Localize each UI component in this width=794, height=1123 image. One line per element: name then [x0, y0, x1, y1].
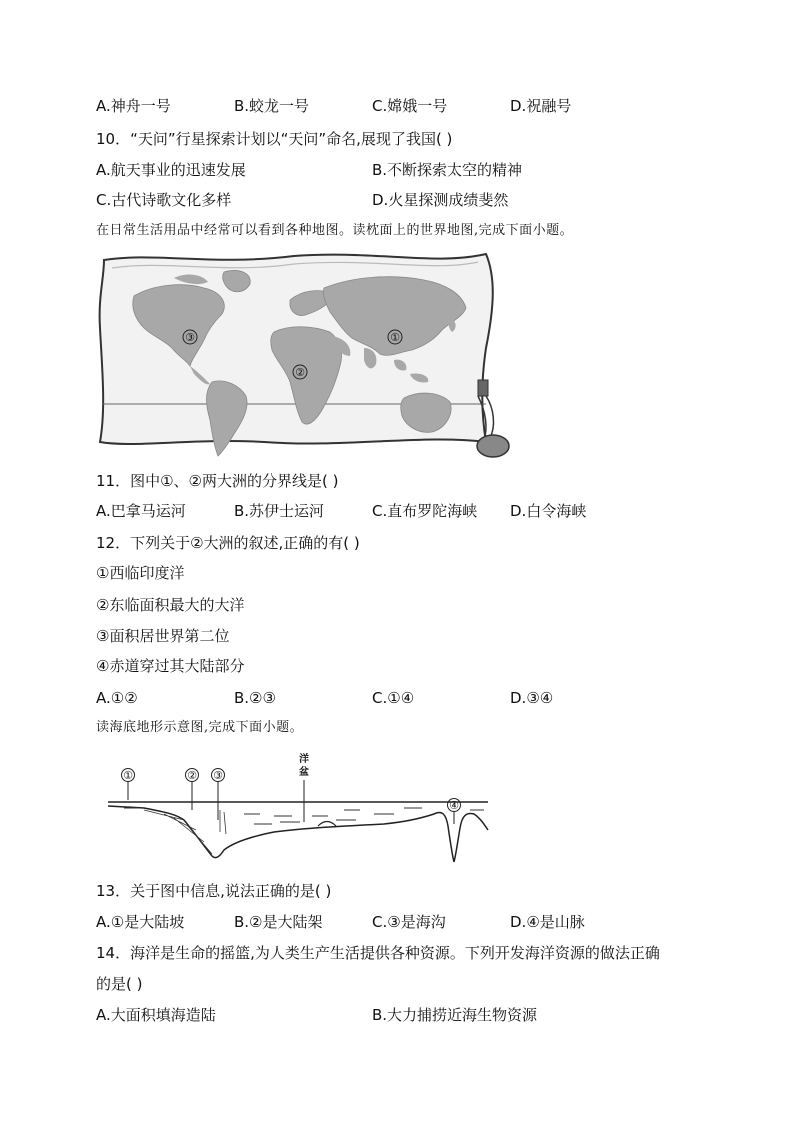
q14-stem-line1: 14．海洋是生命的摇篮,为人类生产生活提供各种资源。下列开发海洋资源的做法正确: [96, 944, 660, 962]
q10-stem: 10．“天问”行星探索计划以“天问”命名,展现了我国( ): [96, 130, 453, 148]
map-label-1: ①: [390, 331, 400, 344]
q10-option-d: D.火星探测成绩斐然: [372, 191, 509, 209]
map-intro: 在日常生活用品中经常可以看到各种地图。读枕面上的世界地图,完成下面小题。: [96, 223, 574, 238]
q12-option-d: D.③④: [510, 689, 554, 707]
q9-option-a: A.神舟一号: [96, 97, 171, 115]
basin-label-1: 洋: [299, 754, 309, 765]
sea-label-3: ③: [213, 769, 223, 782]
q11-option-a: A.巴拿马运河: [96, 502, 186, 520]
q13-option-d: D.④是山脉: [510, 913, 585, 931]
q9-option-b: B.蛟龙一号: [234, 97, 310, 115]
q11-stem: 11．图中①、②两大洲的分界线是( ): [96, 472, 339, 490]
q11-option-c: C.直布罗陀海峡: [372, 502, 478, 520]
q9-option-c: C.嫦娥一号: [372, 97, 448, 115]
seafloor-svg: [104, 750, 494, 870]
sea-label-1: ①: [123, 769, 133, 782]
q12-option-c: C.①④: [372, 689, 415, 707]
q10-option-b: B.不断探索太空的精神: [372, 161, 523, 179]
q13-option-b: B.②是大陆架: [234, 913, 323, 931]
q10-option-c: C.古代诗歌文化多样: [96, 191, 232, 209]
q14-option-b: B.大力捕捞近海生物资源: [372, 1006, 538, 1024]
map-label-3: ③: [185, 331, 195, 344]
q13-stem: 13．关于图中信息,说法正确的是( ): [96, 882, 332, 900]
q10-option-a: A.航天事业的迅速发展: [96, 161, 246, 179]
q12-statement-2: ②东临面积最大的大洋: [96, 596, 245, 614]
q13-option-c: C.③是海沟: [372, 913, 446, 931]
pillow-tag: [478, 380, 488, 396]
basin-label-2: 盆: [299, 767, 309, 778]
sea-label-2: ②: [187, 769, 197, 782]
seafloor-figure: [104, 750, 494, 870]
q11-option-d: D.白令海峡: [510, 502, 587, 520]
q9-option-d: D.祝融号: [510, 97, 572, 115]
sea-label-4: ④: [449, 799, 459, 812]
q14-option-a: A.大面积填海造陆: [96, 1006, 216, 1024]
q13-option-a: A.①是大陆坡: [96, 913, 185, 931]
q12-stem: 12．下列关于②大洲的叙述,正确的有( ): [96, 534, 360, 552]
pillow-button: [477, 435, 509, 457]
q12-statement-4: ④赤道穿过其大陆部分: [96, 657, 245, 675]
q12-statement-1: ①西临印度洋: [96, 564, 185, 582]
q12-statement-3: ③面积居世界第二位: [96, 627, 230, 645]
pillow-map-svg: [94, 248, 514, 464]
q14-stem-line2: 的是( ): [96, 975, 143, 993]
q11-option-b: B.苏伊士运河: [234, 502, 325, 520]
q12-option-a: A.①②: [96, 689, 138, 707]
sea-intro: 读海底地形示意图,完成下面小题。: [96, 720, 304, 735]
pillow-map-figure: [94, 248, 514, 464]
map-label-2: ②: [295, 366, 305, 379]
q12-option-b: B.②③: [234, 689, 276, 707]
south-america-shape: [207, 381, 248, 456]
